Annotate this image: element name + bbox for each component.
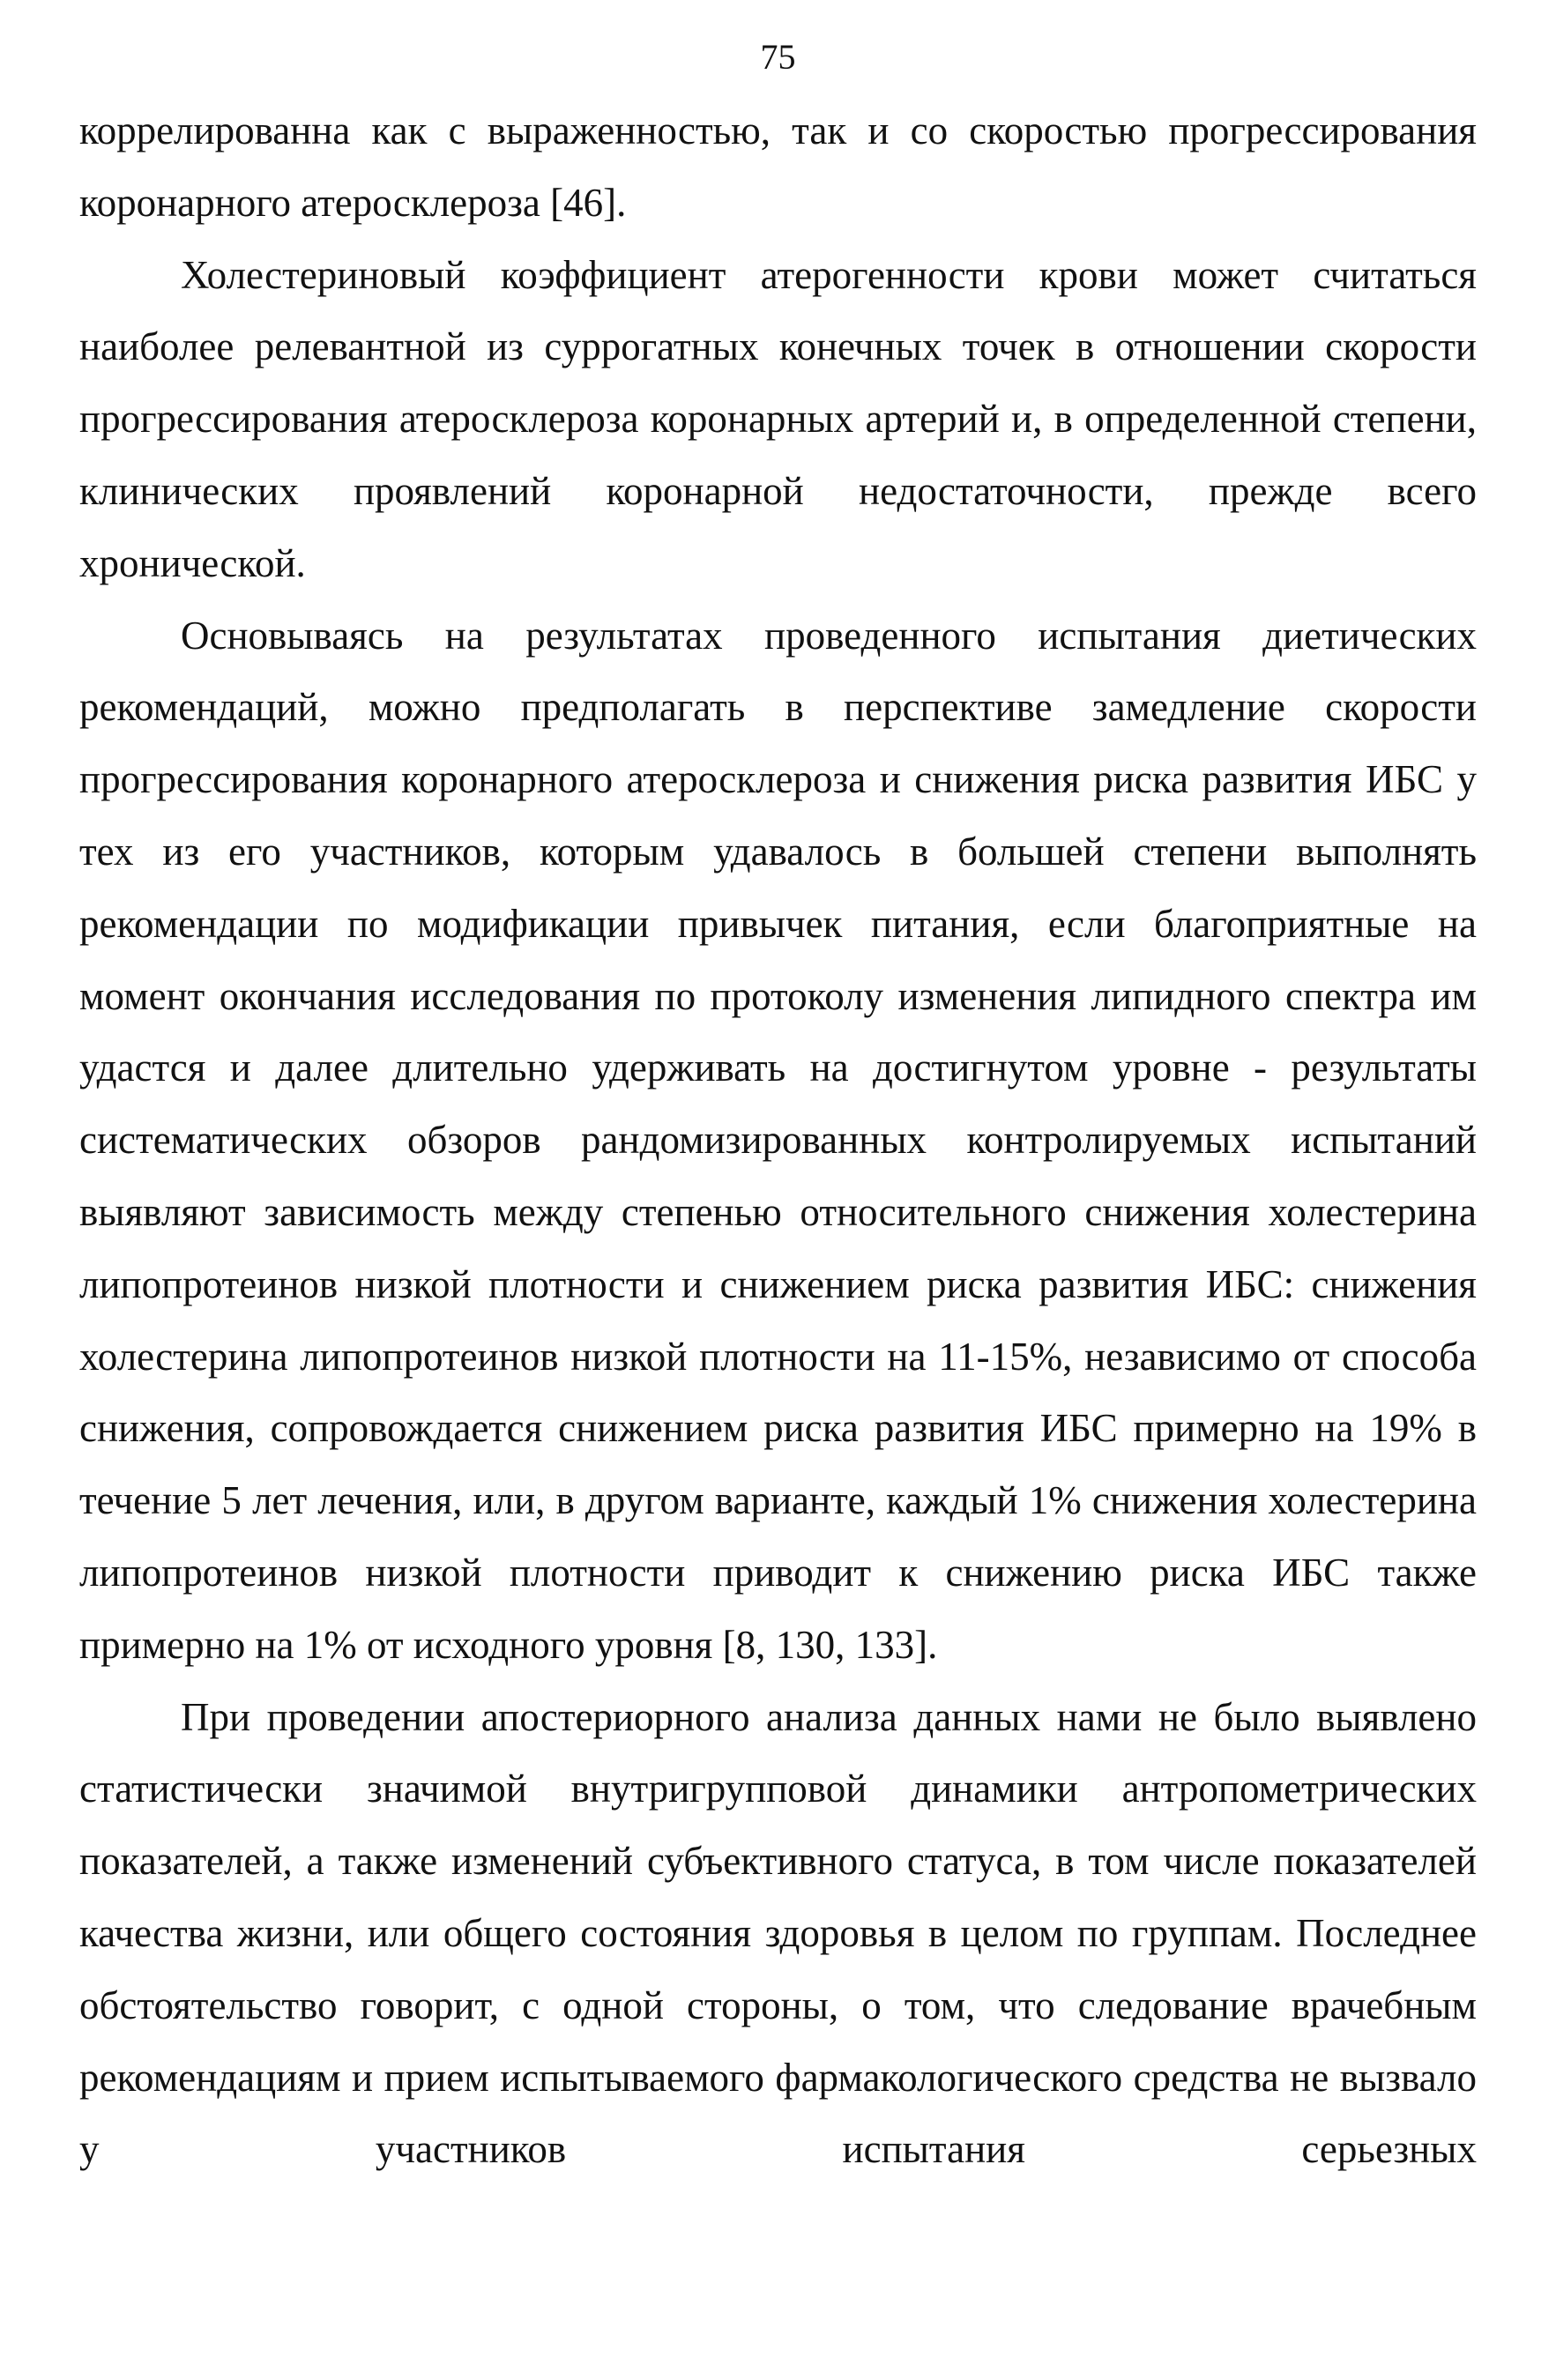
page-number: 75	[760, 37, 796, 77]
paragraph-cholesterol-coefficient: Холестериновый коэффициент атерогенности крови может считаться наиболее релевантной из суррогатных конечных точек в отношении скорости прогрессирования атеросклероза коронарных артерий и, в определенной степени, клинических проявлений коронарной недостаточности, прежде всего хронической.	[79, 252, 1477, 585]
paragraph-diet-recommendations: Основываясь на результатах проведенного испытания диетических рекомендаций, можно предполагать в перспективе замедление скорости прогрессирования коронарного атеросклероза и снижения риска развития ИБС у тех из его участников, которым удавалось в большей степени выполнять рекомендации по модификации привычек питания, если благоприятные на момент окончания исследования по протоколу изменения липидного спектра им удастся и далее длительно удерживать на достигнутом уровне - результаты систематических обзоров рандомизированных контролируемых испытаний выявляют зависимость между степенью относительного снижения холестерина липопротеинов низкой плотности и снижением риска развития ИБС: снижения холестерина липопротеинов низкой плотности на 11-15%, независимо от способа снижения, сопровождается снижением риска развития ИБС примерно на 19% в течение 5 лет лечения, или, в другом варианте, каждый 1% снижения холестерина липопротеинов низкой плотности приводит к снижению риска ИБС также примерно на 1% от исходного уровня [8, 130, 133].	[79, 613, 1477, 1667]
paragraph-continuation: коррелированна как с выраженностью, так и со скоростью прогрессирования коронарного атеросклероза [46].	[79, 108, 1477, 225]
paragraph-posterior-analysis: При проведении апостериорного анализа данных нами не было выявлено статистически значимой внутригрупповой динамики антропометрических показателей, а также изменений субъективного статуса, в том числе показателей качества жизни, или общего состояния здоровья в целом по группам. Последнее обстоятельство говорит, с одной стороны, о том, что следование врачебным рекомендациям и прием испытываемого фармакологического средства не вызвало у участников испытания серьезных	[79, 1694, 1477, 2172]
document-body	[79, 95, 1477, 2186]
